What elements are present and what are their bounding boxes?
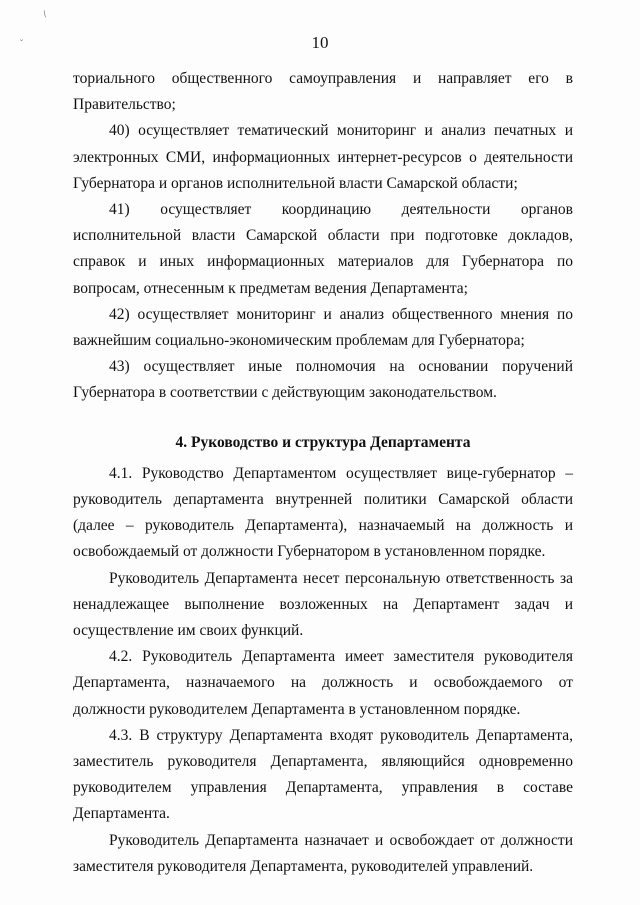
section-heading: 4. Руководство и структура Департамента: [175, 433, 471, 451]
paragraph-responsibility: Руководитель Департамента несет персональную ответственность за ненадлежащее выполнение возложенных на Департамент задач и осуществление им своих функций.: [73, 569, 573, 640]
paragraph-continuation: ториального общественного самоуправления и направляет его в Правительство;: [73, 70, 573, 114]
paragraph-item-43: 43) осуществляет иные полномочия на основании поручений Губернатора в соответствии с действующим законодательством.: [73, 358, 573, 402]
paragraph-item-40: 40) осуществляет тематический мониторинг и анализ печатных и электронных СМИ, информационных интернет-ресурсов о деятельности Губернатора и органов исполнительной власти Самарской области;: [73, 122, 573, 192]
paragraph-item-41: 41) осуществляет координацию деятельности органов исполнительной власти Самарской области при подготовке докладов, справок и иных информационных материалов для Губернатора по вопросам, отнесенным к предметам ведения Департамента;: [73, 201, 573, 297]
document-body: [73, 66, 573, 880]
scan-mark: ˘: [20, 38, 23, 48]
paragraph-appointment: Руководитель Департамента назначает и освобождает от должности заместителя руководителя Департамента, руководителей управлений.: [73, 831, 573, 875]
page-number: 10: [311, 33, 329, 52]
paragraph-4-3: 4.3. В структуру Департамента входят руководитель Департамента, заместитель руководителя Департамента, являющийся одновременно руководителем управления Департамента, управления в составе Департамента.: [73, 726, 573, 823]
paragraph-4-1: 4.1. Руководство Департаментом осуществляет вице-губернатор – руководитель департамента внутренней политики Самарской области (далее – руководитель Департамента), назначаемый на должность и освобождаемый от должности Губернатором в установленном порядке.: [73, 464, 573, 561]
paragraph-item-42: 42) осуществляет мониторинг и анализ общественного мнения по важнейшим социально-экономическим проблемам для Губернатора;: [73, 305, 573, 350]
paragraph-4-2: 4.2. Руководитель Департамента имеет заместителя руководителя Департамента, назначаемого на должность и освобождаемого от должности руководителем Департамента в установленном порядке.: [73, 648, 573, 718]
scan-mark: /: [41, 9, 50, 21]
